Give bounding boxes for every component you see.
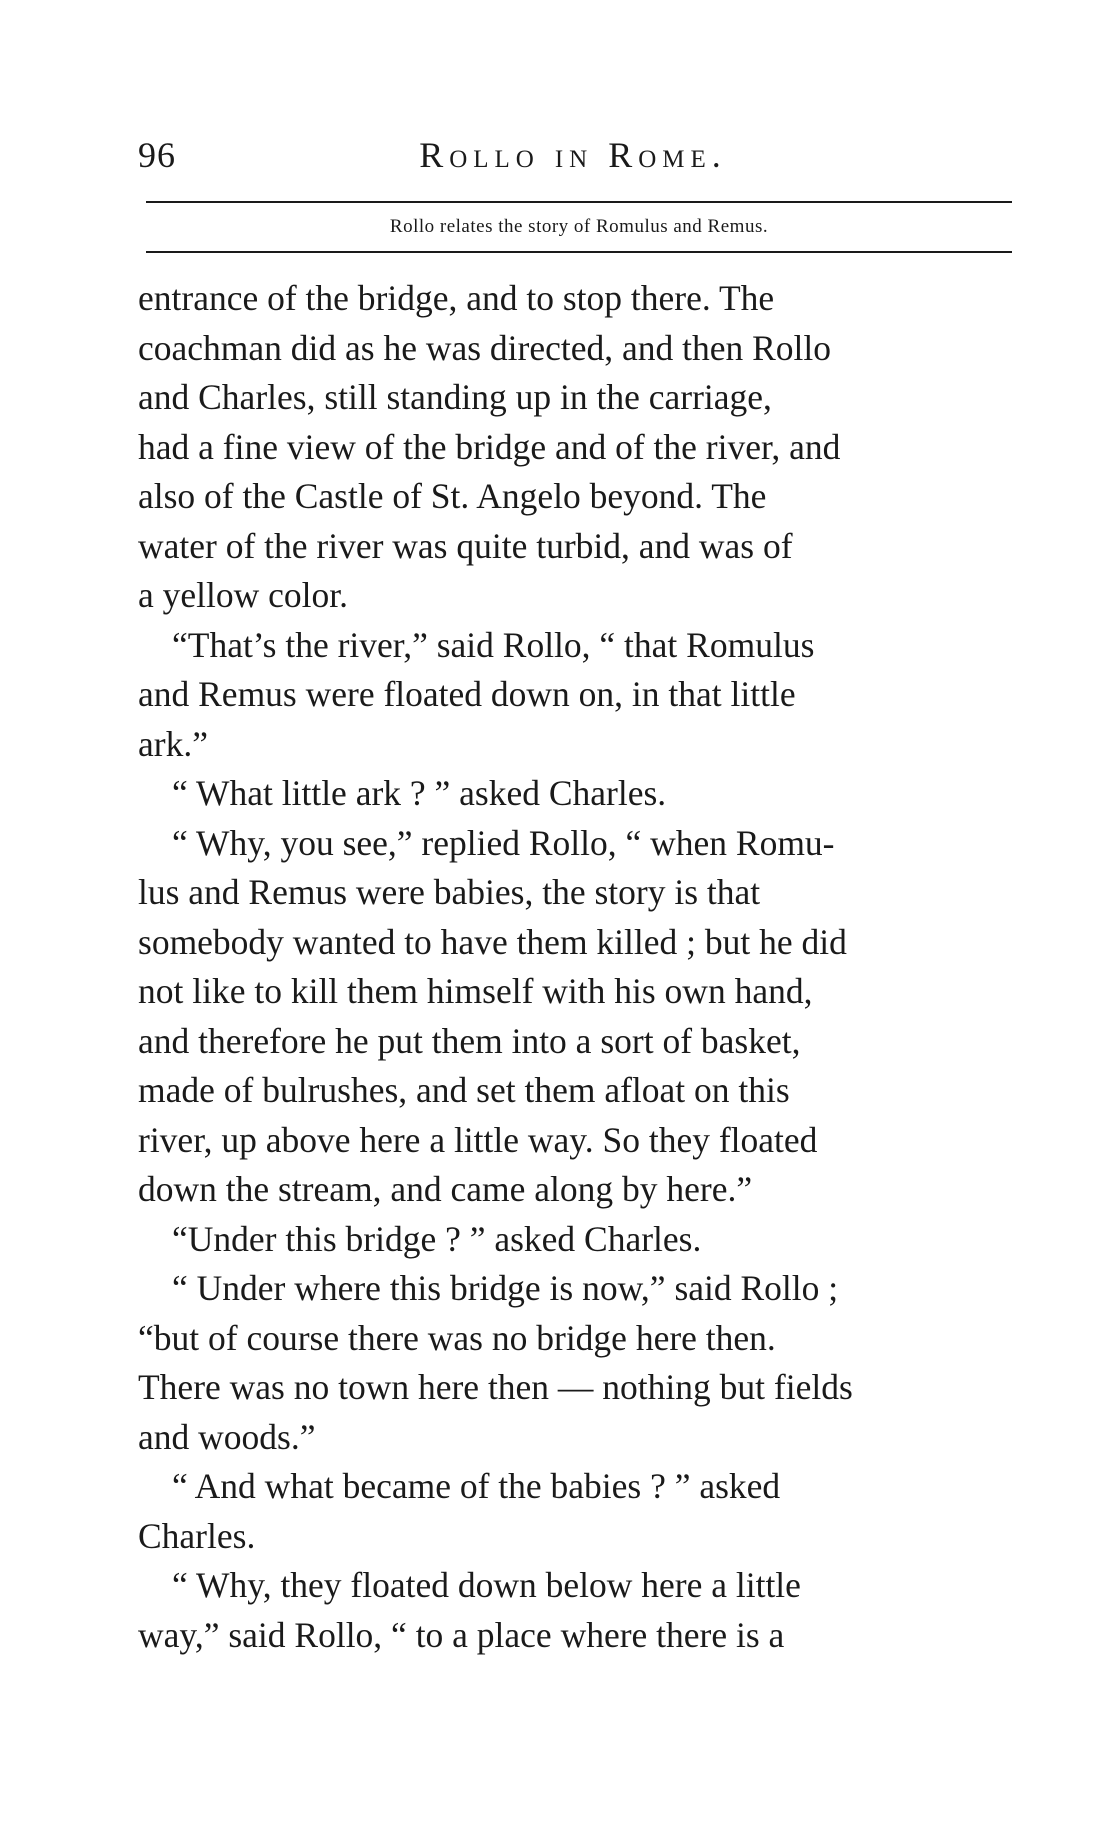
chapter-subheading: Rollo relates the story of Romulus and Remus. bbox=[389, 216, 769, 237]
paragraph: “ Why, they floated down below here a little way,” said Rollo, “ to a place where there is a bbox=[138, 1565, 801, 1655]
header-rule-top bbox=[146, 201, 1012, 203]
paragraph: “ What little ark ? ” asked Charles. bbox=[172, 773, 667, 813]
page-header bbox=[138, 130, 1008, 180]
body-text bbox=[138, 274, 1012, 1660]
paragraph: “ Why, you see,” replied Rollo, “ when Romu- lus and Remus were babies, the story is that somebody wanted to have them killed ; but he did not like to kill them himself with his own hand, and therefore he put them into a sort of basket, made of bulrushes, and set them afloat on this river, up above here a little way. So they floated down the stream, and came along by here.” bbox=[138, 822, 847, 1209]
paragraph: entrance of the bridge, and to stop there. The coachman did as he was directed, and then Rollo and Charles, still standing up in the carriage, had a fine view of the bridge and of the river, and also of the Castle of St. Angelo beyond. The water of the river was quite turbid, and was of a yellow color. bbox=[138, 278, 841, 615]
running-title: Rollo in Rome. bbox=[419, 135, 727, 175]
paragraph: “ Under where this bridge is now,” said Rollo ; “but of course there was no bridge here then. There was no town here then — nothing but fields and woods.” bbox=[138, 1268, 853, 1457]
header-rule-bottom bbox=[146, 251, 1012, 253]
paragraph: “That’s the river,” said Rollo, “ that Romulus and Remus were floated down on, in that little ark.” bbox=[138, 624, 815, 764]
paragraph: “ And what became of the babies ? ” asked Charles. bbox=[138, 1466, 781, 1556]
page-number: 96 bbox=[138, 135, 176, 175]
paragraph: “Under this bridge ? ” asked Charles. bbox=[172, 1218, 702, 1259]
